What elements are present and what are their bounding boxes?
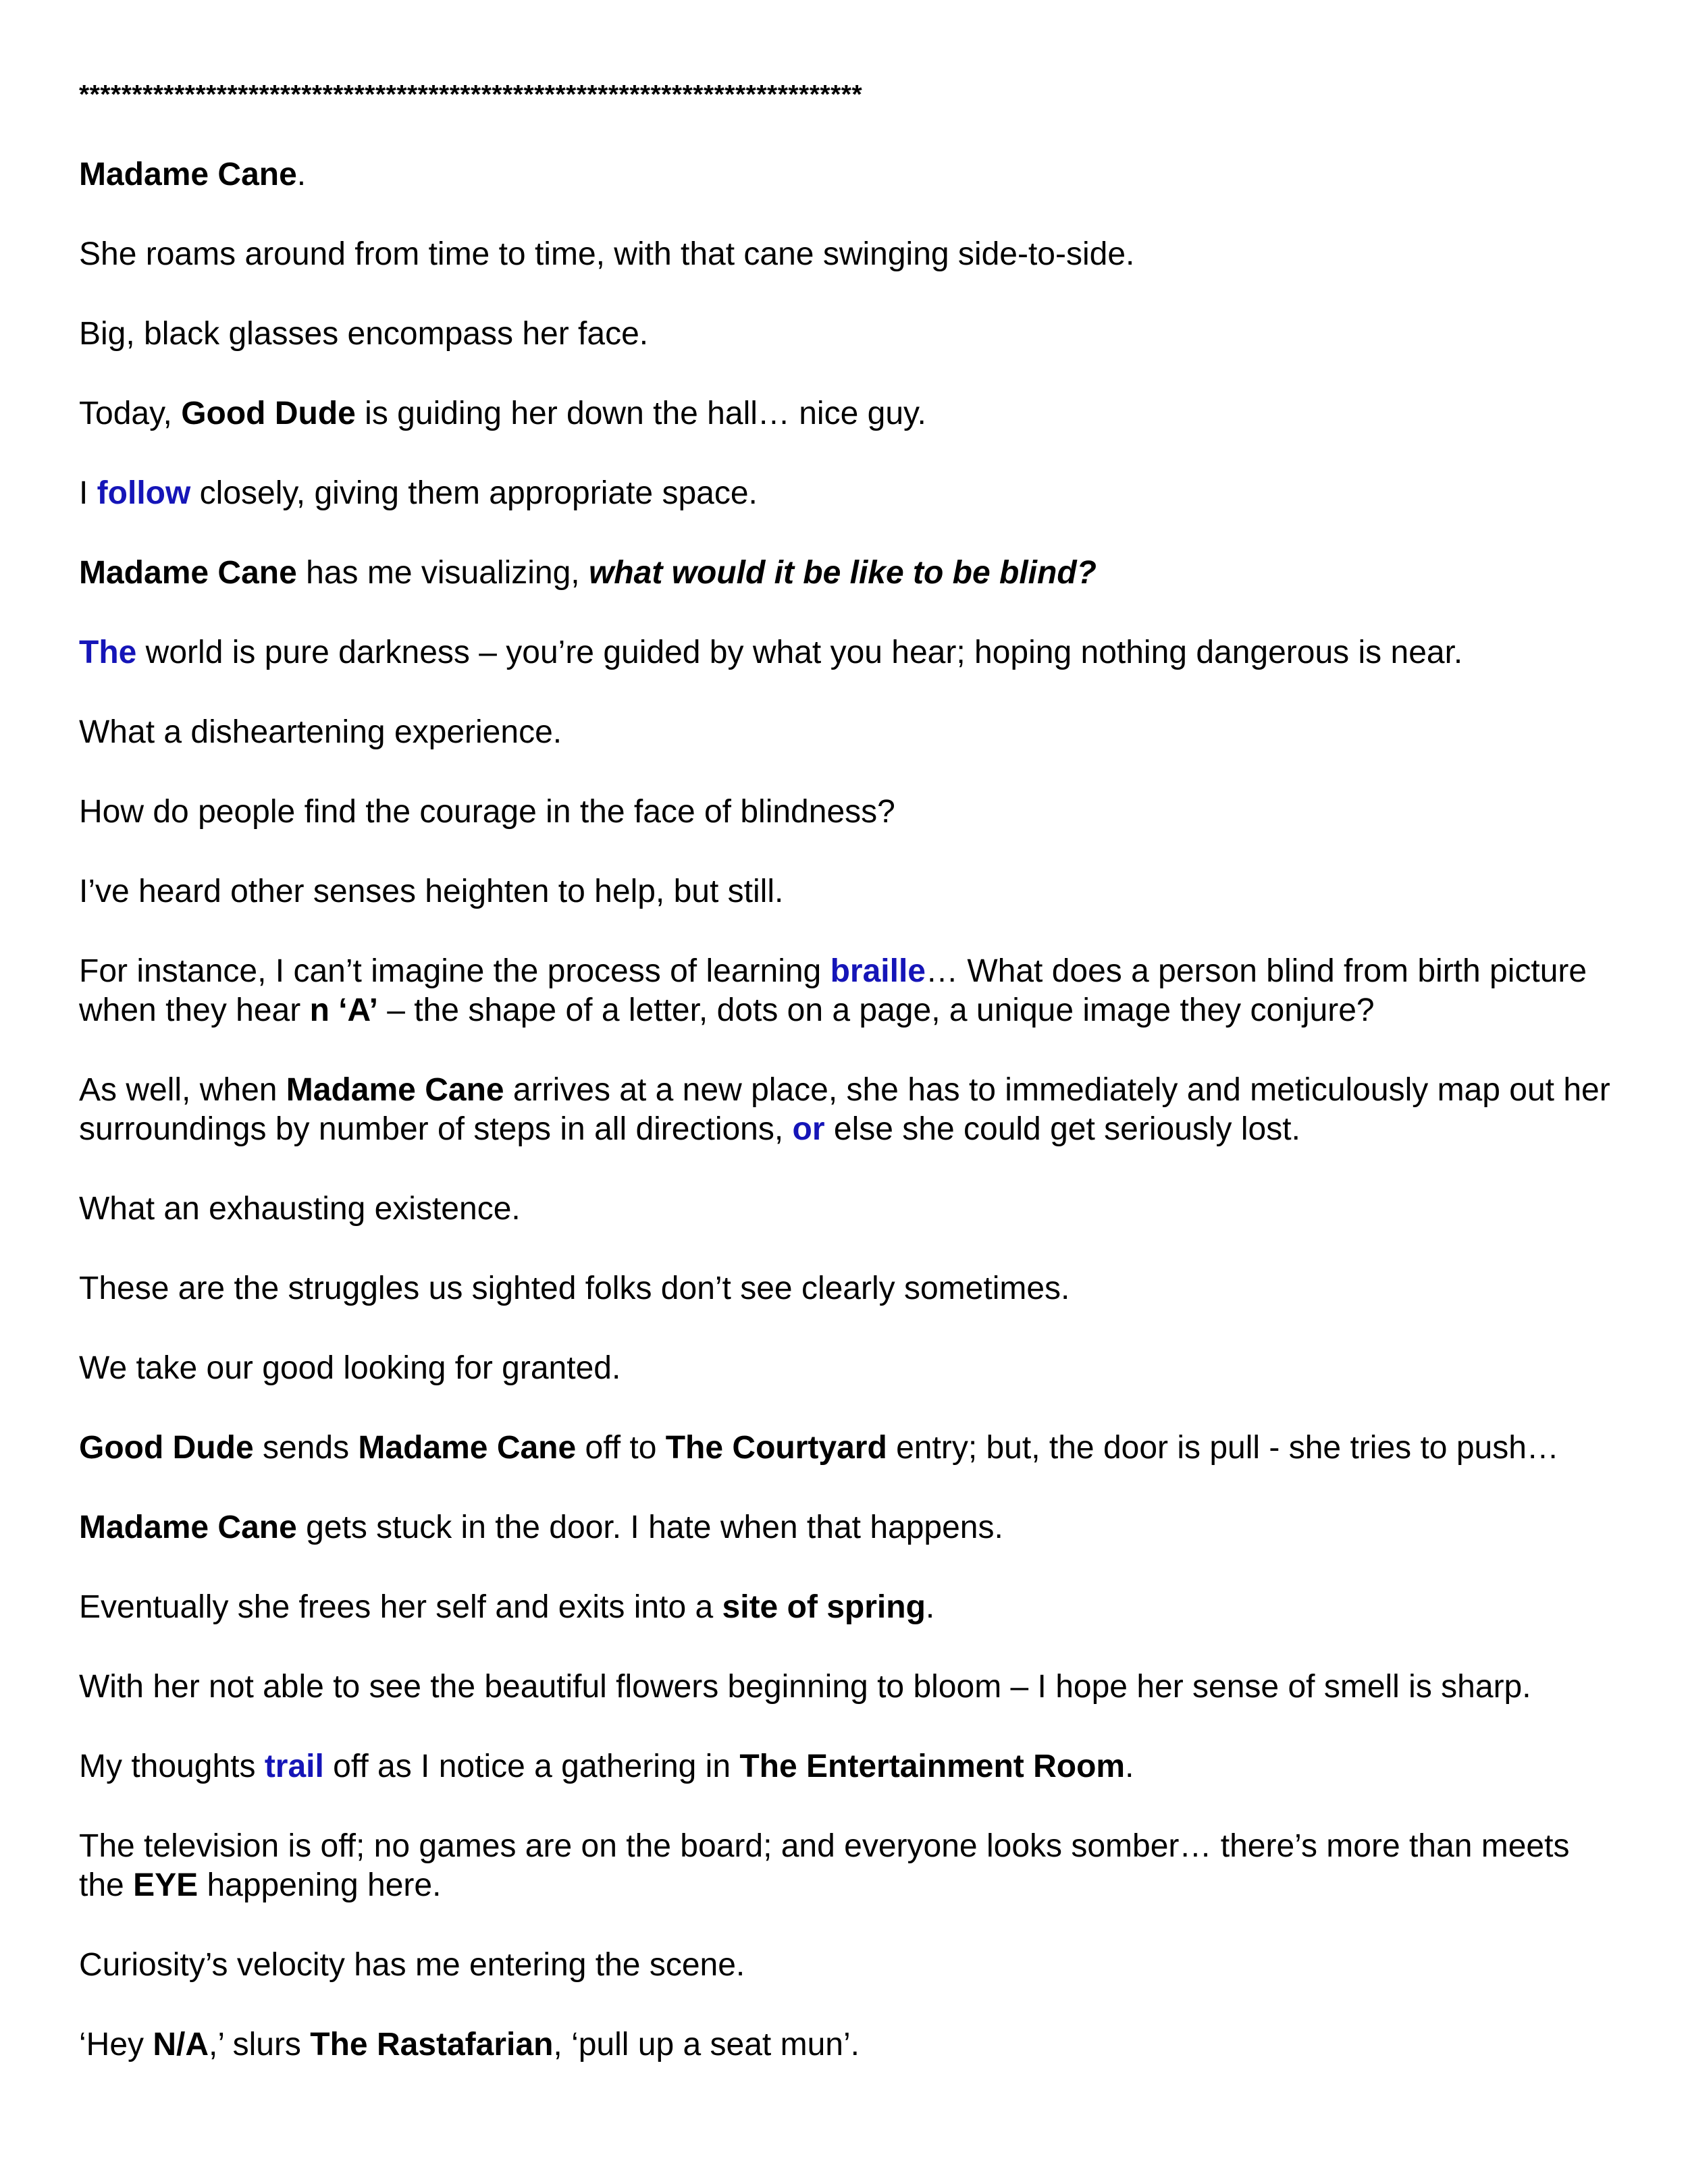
story-paragraph (79, 315, 1612, 354)
text-run: These are the struggles us sighted folks don’t see clearly sometimes. (79, 1271, 1070, 1306)
bold-text: site of spring (722, 1589, 926, 1625)
italic-question: what would it be like to be blind? (588, 555, 1097, 591)
bold-text: N/A (153, 2027, 209, 2062)
text-run: For instance, I can’t imagine the process of learning (79, 953, 830, 989)
highlighted-word: or (792, 1111, 825, 1147)
text-run: . (925, 1589, 935, 1625)
separator-line: ************************************************************************** (79, 80, 863, 109)
story-paragraph (79, 474, 1612, 513)
text-run: ‘Hey (79, 2027, 153, 2062)
story-paragraph (79, 713, 1612, 752)
text-run: Today, (79, 396, 182, 431)
bold-text: EYE (133, 1867, 199, 1903)
highlighted-word: trail (264, 1749, 324, 1784)
text-run: What an exhausting existence. (79, 1191, 521, 1227)
text-run: sends (253, 1430, 359, 1466)
story-paragraph (79, 1747, 1612, 1786)
bold-text: Madame Cane (286, 1072, 504, 1108)
text-run: Big, black glasses encompass her face. (79, 316, 649, 352)
story-paragraph (79, 554, 1612, 593)
text-run: else she could get seriously lost. (824, 1111, 1300, 1147)
text-run: arrives at a new place, she has to immediately and meticulously map out her surroundings by number of steps in all directions, (79, 1072, 1610, 1147)
bold-text: The Courtyard (665, 1430, 887, 1466)
story-paragraph (79, 793, 1612, 832)
text-run: We take our good looking for granted. (79, 1350, 621, 1386)
story-paragraph (79, 235, 1612, 274)
bold-text: Good Dude (79, 1430, 254, 1466)
text-run: The television is off; no games are on the board; and everyone looks somber… there’s more than meets the (79, 1828, 1570, 1903)
story-paragraph (79, 1071, 1612, 1149)
bold-text: Madame Cane (79, 555, 297, 591)
highlighted-word: follow (97, 475, 191, 511)
story-paragraph (79, 1508, 1612, 1547)
bold-text: Madame Cane (79, 157, 297, 192)
text-run: I (79, 475, 97, 511)
bold-text: The Rastafarian (310, 2027, 554, 2062)
text-run: closely, giving them appropriate space. (190, 475, 758, 511)
text-run: ,’ slurs (209, 2027, 311, 2062)
text-run: gets stuck in the door. I hate when that happens. (296, 1510, 1003, 1545)
text-run: With her not able to see the beautiful flowers beginning to bloom – I hope her sense of smell is sharp. (79, 1669, 1531, 1705)
story-paragraph (79, 1668, 1612, 1707)
story-paragraph (79, 872, 1612, 911)
highlighted-word: The (79, 635, 137, 670)
story-paragraph (79, 1588, 1612, 1627)
text-run: As well, when (79, 1072, 286, 1108)
bold-text: Good Dude (181, 396, 356, 431)
story-paragraph (79, 633, 1612, 672)
text-run: Eventually she frees her self and exits into a (79, 1589, 722, 1625)
text-run: off to (576, 1430, 666, 1466)
text-run: My thoughts (79, 1749, 265, 1784)
story-paragraph (79, 394, 1612, 433)
bold-text: Madame Cane (79, 1510, 297, 1545)
story-paragraph (79, 1190, 1612, 1229)
text-run: , ‘pull up a seat mun’. (553, 2027, 860, 2062)
bold-text: Madame Cane (358, 1430, 577, 1466)
story-paragraph (79, 1827, 1612, 1905)
highlighted-word: braille (830, 953, 926, 989)
text-run: off as I notice a gathering in (323, 1749, 740, 1784)
story-paragraph (79, 1429, 1612, 1468)
text-run: entry; but, the door is pull - she tries to push… (887, 1430, 1559, 1466)
story-body (79, 155, 1612, 2065)
text-run: How do people find the courage in the face of blindness? (79, 794, 895, 830)
text-run: She roams around from time to time, with that cane swinging side-to-side. (79, 236, 1135, 272)
story-paragraph (79, 1269, 1612, 1308)
text-run: Curiosity’s velocity has me entering the scene. (79, 1947, 745, 1983)
text-run: is guiding her down the hall… nice guy. (355, 396, 926, 431)
text-run: – the shape of a letter, dots on a page, a unique image they conjure? (377, 992, 1375, 1028)
text-run: happening here. (198, 1867, 442, 1903)
story-paragraph (79, 1946, 1612, 1985)
bold-text: n ‘A’ (309, 992, 378, 1028)
text-run: world is pure darkness – you’re guided by what you hear; hoping nothing dangerous is near. (136, 635, 1463, 670)
text-run: I’ve heard other senses heighten to help, but still. (79, 874, 784, 909)
bold-text: The Entertainment Room (739, 1749, 1126, 1784)
text-run: What a disheartening experience. (79, 714, 562, 750)
text-run: has me visualizing, (296, 555, 589, 591)
story-paragraph (79, 952, 1612, 1030)
story-paragraph (79, 2025, 1612, 2065)
text-run: . (296, 157, 307, 192)
story-paragraph (79, 1349, 1612, 1388)
text-run: … What does a person blind from birth picture when they hear (79, 953, 1587, 1028)
text-run: . (1125, 1749, 1134, 1784)
story-paragraph (79, 155, 1612, 194)
document-page (79, 76, 1612, 2105)
